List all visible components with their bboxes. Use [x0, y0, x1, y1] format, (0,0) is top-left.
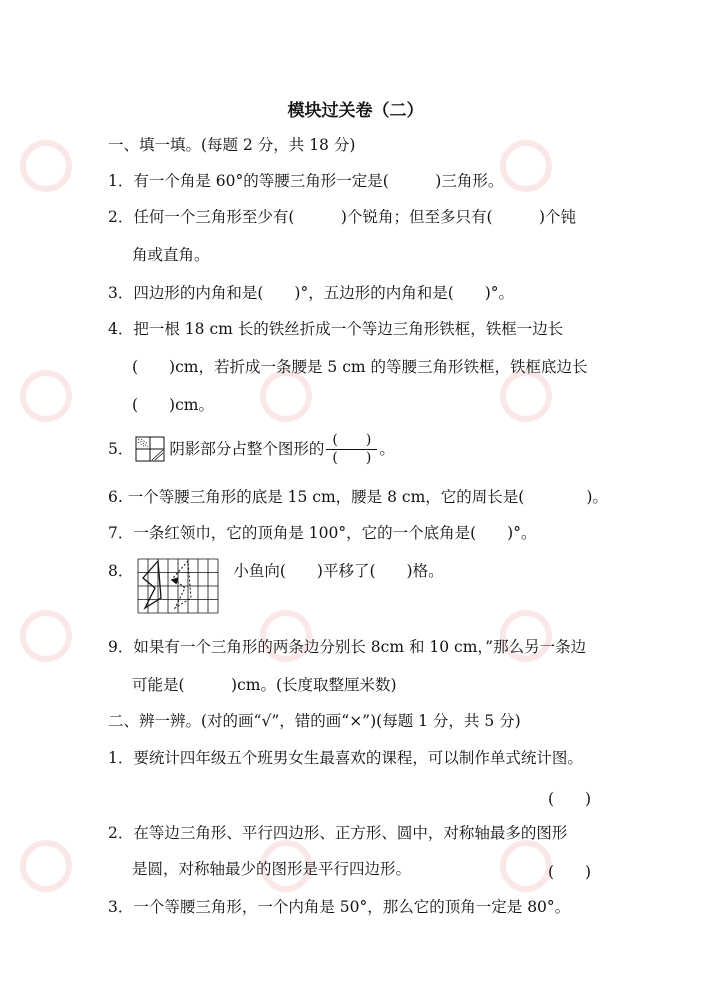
fraction-denominator: ( ): [332, 449, 372, 466]
answer-paren: ( ): [548, 863, 592, 881]
page-title: 模块过关卷（二）: [287, 101, 424, 121]
shaded-square-figure: [135, 434, 169, 464]
watermark-logo: [20, 840, 72, 892]
watermark-logo: [500, 140, 552, 192]
section-header: 一、填一填。(每题 2 分，共 18 分): [108, 136, 356, 154]
question-text: 1．要统计四年级五个班男女生最喜欢的课程，可以制作单式统计图。: [108, 749, 583, 767]
question-text: 阴影部分占整个图形的: [169, 440, 325, 458]
question-number: 5．: [108, 440, 134, 458]
question-8: [108, 558, 444, 614]
question-text: ( )cm。: [132, 396, 214, 414]
fraction-numerator: ( ): [326, 432, 377, 450]
watermark-logo: [260, 370, 312, 422]
question-text: 6. 一个等腰三角形的底是 15 cm，腰是 8 cm，它的周长是( )。: [108, 488, 608, 506]
question-text: 2．任何一个三角形至少有( )个锐角；但至多只有( )个钝: [108, 208, 577, 226]
question-text: 小鱼向( )平移了( )格。: [233, 562, 444, 580]
question-text: 3．一个等腰三角形，一个内角是 50°，那么它的顶角一定是 80°。: [108, 898, 571, 916]
watermark-logo: [20, 140, 72, 192]
watermark-logo: [500, 840, 552, 892]
question-text: 是圆，对称轴最少的图形是平行四边形。: [132, 860, 412, 878]
question-text: 1．有一个角是 60°的等腰三角形一定是( )三角形。: [108, 172, 504, 190]
question-text: ( )cm，若折成一条腰是 5 cm 的等腰三角形铁框，铁框底边长: [132, 358, 588, 376]
question-text: 9．如果有一个三角形的两条边分别长 8cm 和 10 cm，”那么另一条边: [108, 638, 587, 656]
section-header: 二、辨一辨。(对的画“√”，错的画“×”)(每题 1 分，共 5 分): [108, 712, 521, 730]
fish-grid-figure: [137, 558, 219, 614]
question-text: 2．在等边三角形、平行四边形、正方形、圆中，对称轴最多的图形: [108, 824, 568, 842]
watermark-logo: [20, 370, 72, 422]
question-text: 7．一条红领巾，它的顶角是 100°，它的一个底角是( )°。: [108, 524, 537, 542]
question-text: 4．把一根 18 cm 长的铁丝折成一个等边三角形铁框，铁框一边长: [108, 320, 564, 338]
question-text: 可能是( )cm。(长度取整厘米数): [132, 676, 397, 694]
question-text: 3．四边形的内角和是( )°，五边形的内角和是( )°。: [108, 284, 515, 302]
fraction-blank: [326, 432, 377, 467]
question-5: [108, 432, 395, 467]
question-number: 8．: [108, 562, 134, 580]
watermark-logo: [500, 370, 552, 422]
answer-paren: ( ): [548, 790, 592, 808]
question-text-end: 。: [379, 440, 395, 458]
question-text: 角或直角。: [132, 246, 210, 264]
watermark-logo: [20, 610, 72, 662]
